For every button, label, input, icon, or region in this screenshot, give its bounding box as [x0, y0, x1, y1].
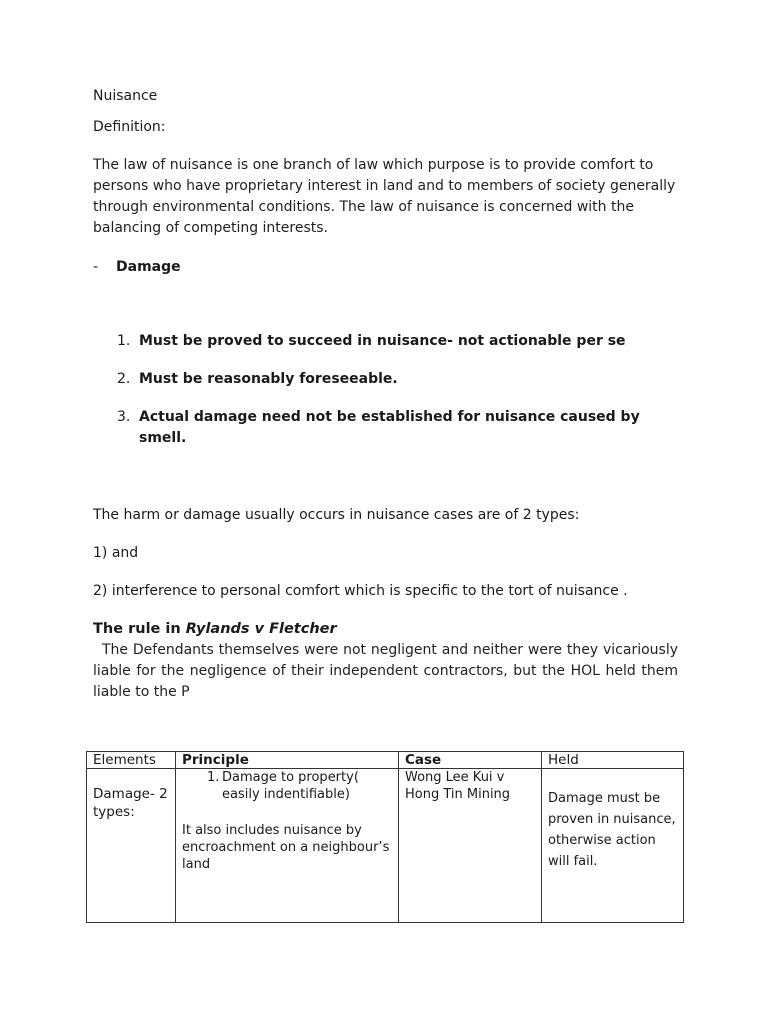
rule-heading-case: Rylands v Fletcher	[185, 621, 337, 637]
rule-paragraph: The Defendants themselves were not negligent and neither were they vicariously liable for the negligence of their independent contractors, but the HOL held them liable to the P	[93, 642, 678, 700]
definition-label: Definition:	[93, 119, 166, 135]
list-text: Must be reasonably foreseeable.	[139, 371, 398, 387]
cell-element: Damage- 2 types:	[87, 769, 176, 923]
damage-point	[117, 331, 662, 352]
list-number: 1.	[117, 333, 131, 349]
damage-heading-row	[93, 257, 181, 278]
list-number: 2.	[117, 371, 131, 387]
rule-heading	[93, 619, 337, 639]
cell-held	[542, 769, 684, 923]
header-case: Case	[399, 752, 542, 769]
rule-heading-text: The rule in	[93, 621, 186, 637]
definition-paragraph: The law of nuisance is one branch of law which purpose is to provide comfort to persons who have proprietary interest in land and to members of society generally through environmental conditions. The law of nuisance is concerned with the balancing of competing interests.	[93, 157, 676, 236]
principle-list-item	[182, 769, 392, 803]
header-held: Held	[542, 752, 684, 769]
dash-bullet: -	[93, 259, 99, 275]
table-header-row	[87, 752, 684, 769]
harm-type-1: 1) and	[93, 545, 139, 561]
elements-table	[86, 751, 684, 923]
held-text: Damage must be proven in nuisance, otherwise action will fail.	[548, 791, 676, 869]
principle-item-text: Damage to property( easily indentifiable)	[222, 770, 359, 802]
header-principle: Principle	[176, 752, 399, 769]
damage-point	[117, 369, 662, 390]
cell-case: Wong Lee Kui v Hong Tin Mining	[399, 769, 542, 923]
principle-extra: It also includes nuisance by encroachment on a neighbour’s land	[182, 823, 390, 872]
header-elements: Elements	[87, 752, 176, 769]
document-title: Nuisance	[93, 88, 158, 104]
damage-point	[117, 407, 662, 449]
principle-number: 1.	[207, 770, 220, 785]
list-number: 3.	[117, 409, 131, 425]
damage-heading: Damage	[116, 259, 181, 275]
list-text: Actual damage need not be established for nuisance caused by smell.	[139, 409, 640, 446]
table-row	[87, 769, 684, 923]
cell-principle	[176, 769, 399, 923]
list-text: Must be proved to succeed in nuisance- not actionable per se	[139, 333, 626, 349]
harm-type-2: 2) interference to personal comfort which is specific to the tort of nuisance .	[93, 583, 628, 599]
harm-intro: The harm or damage usually occurs in nuisance cases are of 2 types:	[93, 507, 580, 523]
